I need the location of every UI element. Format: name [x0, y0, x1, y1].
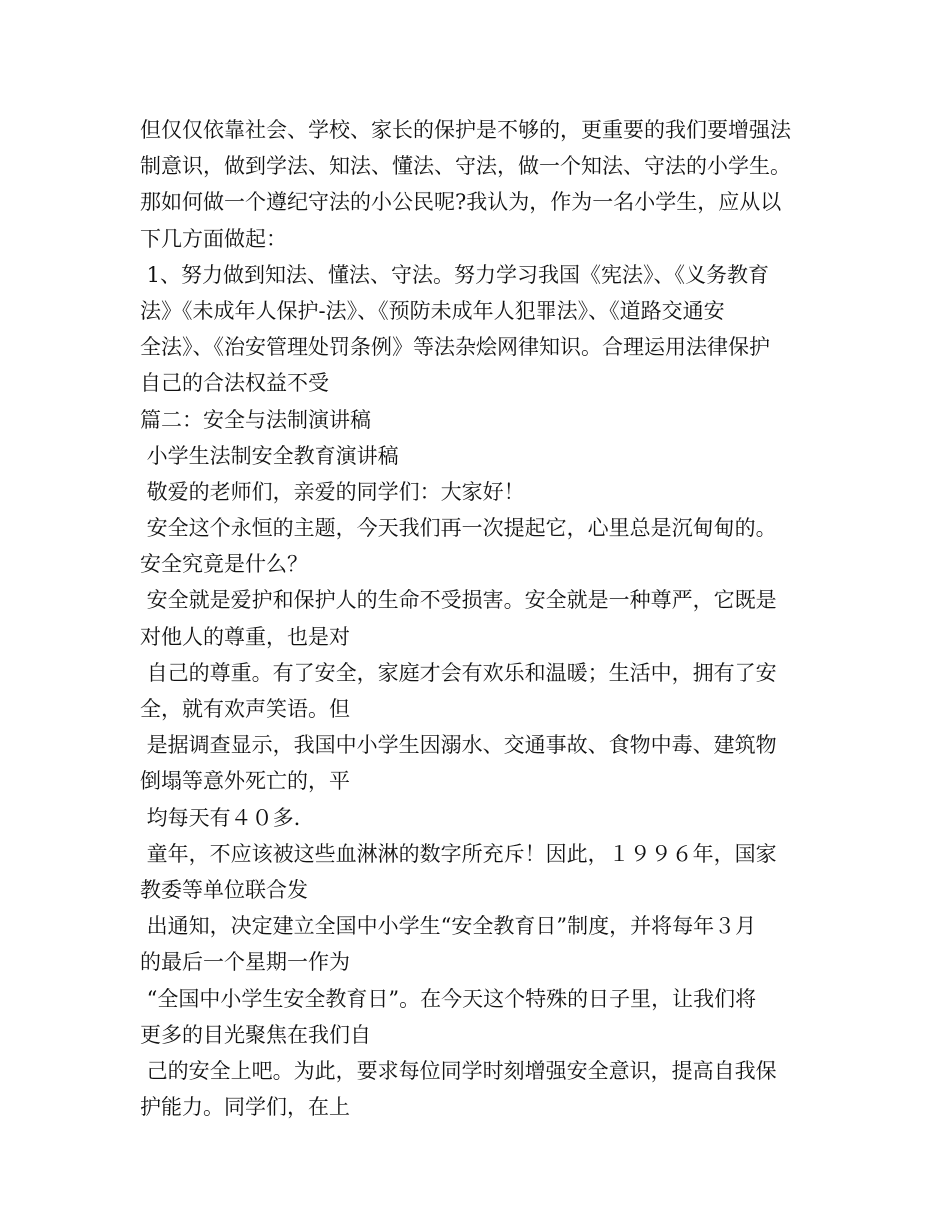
text-line: 倒塌等意外死亡的，平 [140, 769, 350, 794]
text-line: “全国中小学生安全教育日”。在今天这个特殊的日子里，让我们将 [140, 986, 757, 1011]
greeting: 敬爱的老师们，亲爱的同学们：大家好！ [140, 479, 525, 504]
text-line: 但仅仅依靠社会、学校、家长的保护是不够的，更重要的我们要增强法 [140, 118, 791, 142]
speech-title: 小学生法制安全教育演讲稿 [140, 443, 399, 468]
text-line: 制意识，做到学法、知法、懂法、守法，做一个知法、守法的小学生。 [140, 154, 791, 179]
text-line: 护能力。同学们，在上 [140, 1095, 350, 1120]
text-line: 对他人的尊重，也是对 [140, 624, 350, 649]
text-line: 出通知，决定建立全国中小学生“安全教育日”制度，并将每年３月 [140, 914, 757, 939]
text-line: 是据调查显示，我国中小学生因溺水、交通事故、食物中毒、建筑物 [140, 733, 777, 758]
text-line: 童年，不应该被这些血淋淋的数字所充斥！因此，１９９６年，国家 [140, 841, 777, 866]
text-line: 己的安全上吧。为此，要求每位同学时刻增强安全意识，提高自我保 [140, 1058, 777, 1083]
text-line: 下几方面做起： [140, 226, 287, 251]
text-line: 自己的尊重。有了安全，家庭才会有欢乐和温暖；生活中，拥有了安 [140, 660, 777, 685]
text-line: 安全这个永恒的主题，今天我们再一次提起它，心里总是沉甸甸的。 [140, 516, 777, 541]
text-line: 安全究竟是什么？ [140, 552, 308, 577]
document-body [140, 112, 820, 1125]
text-line: 法》《未成年人保护-法》、《预防未成年人犯罪法》、《道路交通安 [140, 298, 725, 323]
text-line: 全，就有欢声笑语。但 [140, 697, 350, 721]
text-line: 1、努力做到知法、懂法、守法。努力学习我国《宪法》、《义务教育 [140, 262, 770, 287]
section-heading: 篇二：安全与法制演讲稿 [140, 407, 371, 432]
text-line: 自己的合法权益不受 [140, 371, 329, 396]
text-line: 全法》、《治安管理处罚条例》等法杂烩网律知识。合理运用法律保护 [140, 335, 770, 360]
text-line: 的最后一个星期一作为 [140, 950, 350, 975]
text-line: 教委等单位联合发 [140, 877, 308, 902]
text-line: 均每天有４０多. [140, 805, 301, 830]
text-line: 安全就是爱护和保护人的生命不受损害。安全就是一种尊严，它既是 [140, 588, 777, 613]
text-line: 更多的目光聚焦在我们自 [140, 1022, 371, 1047]
text-line: 那如何做一个遵纪守法的小公民呢?我认为，作为一名小学生，应从以 [140, 190, 782, 215]
